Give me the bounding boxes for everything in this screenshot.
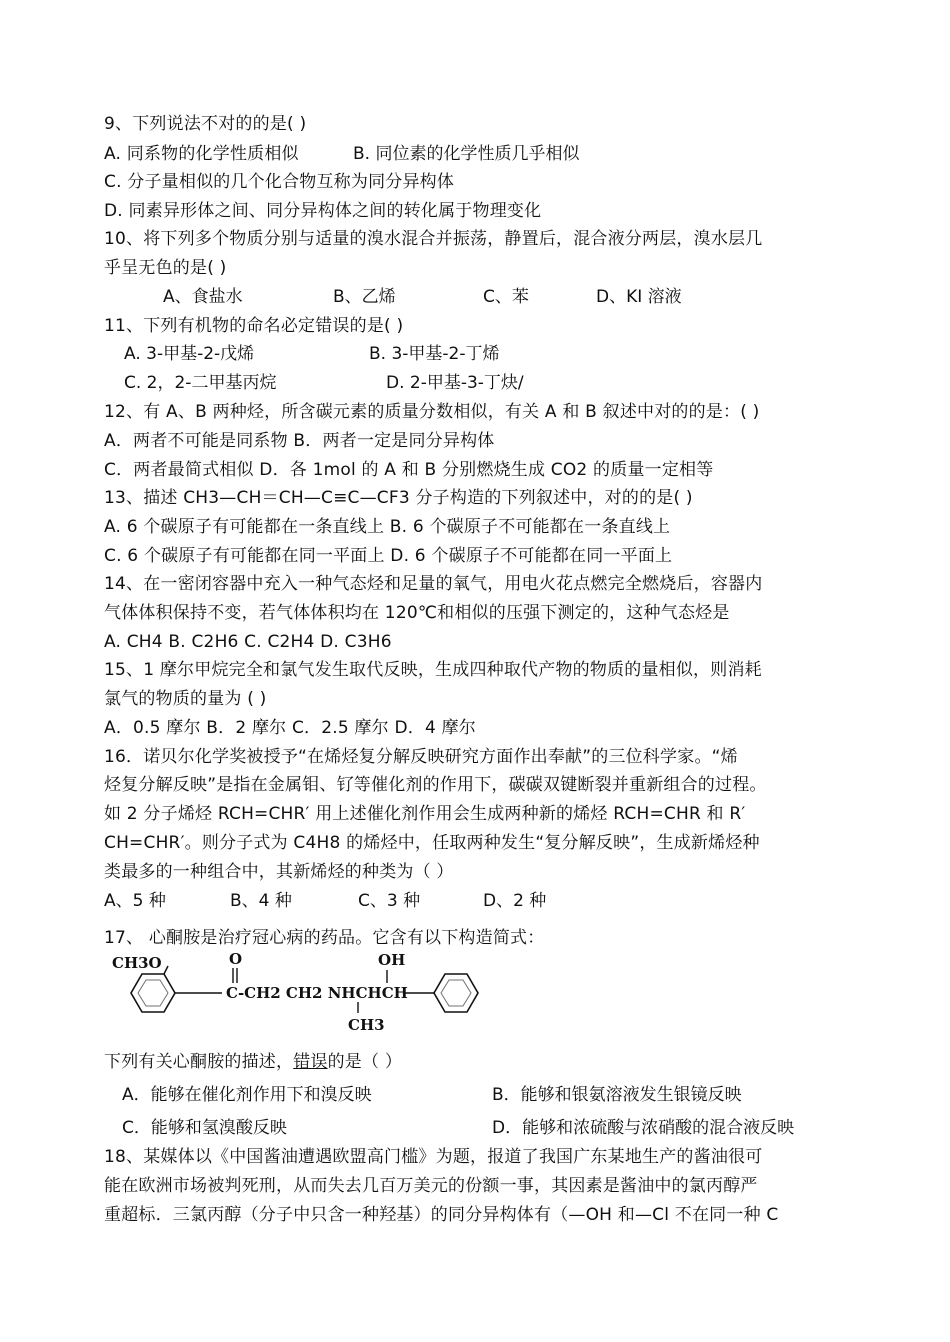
q16-line2: 烃复分解反映”是指在金属钼、钌等催化剂的作用下，碳碳双键断裂并重新组合的过程。: [104, 775, 767, 795]
q11-stem: 11、下列有机物的命名必定错误的是( ): [104, 316, 404, 336]
q12-options-ab: A．两者不可能是同系物 B．两者一定是同分异构体: [104, 431, 495, 451]
q13-stem: 13、描述 CH3—CH＝CH—C≡C—CF3 分子构造的下列叙述中，对的的是( ): [104, 488, 693, 508]
q15-stem-line1: 15、1 摩尔甲烷完全和氯气发生取代反映，生成四种取代产物的物质的量相似，则消耗: [104, 660, 762, 680]
q10-stem-line2: 乎呈无色的是( ): [104, 258, 227, 278]
chain-label: C-CH2 CH2 NHCHCH: [226, 984, 408, 1002]
q16-line1: 16．诺贝尔化学奖被授予“在烯烃复分解反映研究方面作出奉献”的三位科学家。“烯: [104, 747, 738, 767]
q16-option-a: A、5 种: [104, 891, 166, 911]
q17-option-d: D．能够和浓硫酸与浓硝酸的混合液反映: [492, 1118, 795, 1138]
q14-options: A. CH4 B. C2H6 C. C2H4 D. C3H6: [104, 632, 392, 652]
q9-option-a: A. 同系物的化学性质相似: [104, 144, 299, 164]
q18-line3: 重超标．三氯丙醇（分子中只含一种羟基）的同分异构体有（—OH 和—Cl 不在同一种 C: [104, 1205, 779, 1225]
q11-option-d: D. 2-甲基-3-丁炔/: [386, 373, 524, 393]
q11-option-c: C. 2，2-二甲基丙烷: [124, 373, 277, 393]
q17-stem: 17、 心酮胺是治疗冠心病的药品。它含有以下构造简式：: [104, 928, 545, 948]
methoxy-label: CH3O: [112, 954, 162, 972]
q16-line5: 类最多的一种组合中，其新烯烃的种类为（ ）: [104, 862, 454, 882]
q17-question-post: 的是（ ）: [327, 1052, 403, 1072]
carbonyl-oxygen-label: O: [229, 950, 243, 968]
q10-option-b: B、乙烯: [333, 287, 396, 307]
q15-options: A．0.5 摩尔 B．2 摩尔 C．2.5 摩尔 D．4 摩尔: [104, 718, 476, 738]
q17-option-b: B．能够和银氨溶液发生银镜反映: [492, 1085, 742, 1105]
q10-option-a: A、食盐水: [163, 287, 243, 307]
hydroxyl-label: OH: [378, 951, 406, 969]
q16-line3: 如 2 分子烯烃 RCH=CHR′ 用上述催化剂作用会生成两种新的烯烃 RCH=CHR 和 R′: [104, 804, 746, 824]
q18-line1: 18、某媒体以《中国酱油遭遇欧盟高门槛》为题，报道了我国广东某地生产的酱油很可: [104, 1147, 763, 1167]
q16-option-c: C、3 种: [358, 891, 421, 911]
structural-formula: [112, 950, 512, 1036]
q16-option-d: D、2 种: [483, 891, 547, 911]
q12-options-cd: C．两者最简式相似 D．各 1mol 的 A 和 B 分别燃烧生成 CO2 的质量一定相等: [104, 460, 714, 480]
q10-option-c: C、苯: [483, 287, 529, 307]
q16-option-b: B、4 种: [230, 891, 292, 911]
q17-question: [104, 1052, 402, 1072]
q9-option-d: D. 同素异形体之间、同分异构体之间的转化属于物理变化: [104, 201, 542, 221]
q14-stem-line1: 14、在一密闭容器中充入一种气态烃和足量的氧气，用电火花点燃完全燃烧后，容器内: [104, 574, 763, 594]
q16-line4: CH=CHR′。则分子式为 C4H8 的烯烃中，任取两种发生“复分解反映”，生成新烯烃种: [104, 833, 760, 853]
q17-question-pre: 下列有关心酮胺的描述，: [104, 1052, 294, 1072]
q11-option-a: A. 3-甲基-2-戊烯: [124, 344, 255, 364]
q14-stem-line2: 气体体积保持不变，若气体体积均在 120℃和相似的压强下测定的，这种气态烃是: [104, 603, 730, 623]
q10-stem-line1: 10、将下列多个物质分别与适量的溴水混合并振荡，静置后，混合液分两层，溴水层几: [104, 229, 763, 249]
q9-stem: 9、下列说法不对的的是( ): [104, 114, 307, 134]
q18-line2: 能在欧洲市场被判死刑，从而失去几百万美元的份额一事，其因素是酱油中的氯丙醇严: [104, 1176, 758, 1196]
q10-option-d: D、KI 溶液: [596, 287, 682, 307]
q17-question-underlined: 错误: [293, 1052, 328, 1072]
q13-options-cd: C. 6 个碳原子有可能都在同一平面上 D. 6 个碳原子不可能都在同一平面上: [104, 546, 673, 566]
methyl-label: CH3: [348, 1016, 385, 1034]
q12-stem: 12、有 A、B 两种烃，所含碳元素的质量分数相似，有关 A 和 B 叙述中对的的是：( ): [104, 402, 760, 422]
q17-option-c: C．能够和氢溴酸反映: [122, 1118, 287, 1138]
q9-option-b: B. 同位素的化学性质几乎相似: [353, 144, 580, 164]
q17-option-a: A．能够在催化剂作用下和溴反映: [122, 1085, 372, 1105]
q9-option-c: C. 分子量相似的几个化合物互称为同分异构体: [104, 172, 455, 192]
q11-option-b: B. 3-甲基-2-丁烯: [369, 344, 500, 364]
q15-stem-line2: 氯气的物质的量为 ( ): [104, 689, 267, 709]
q13-options-ab: A. 6 个碳原子有可能都在一条直线上 B. 6 个碳原子不可能都在一条直线上: [104, 517, 671, 537]
